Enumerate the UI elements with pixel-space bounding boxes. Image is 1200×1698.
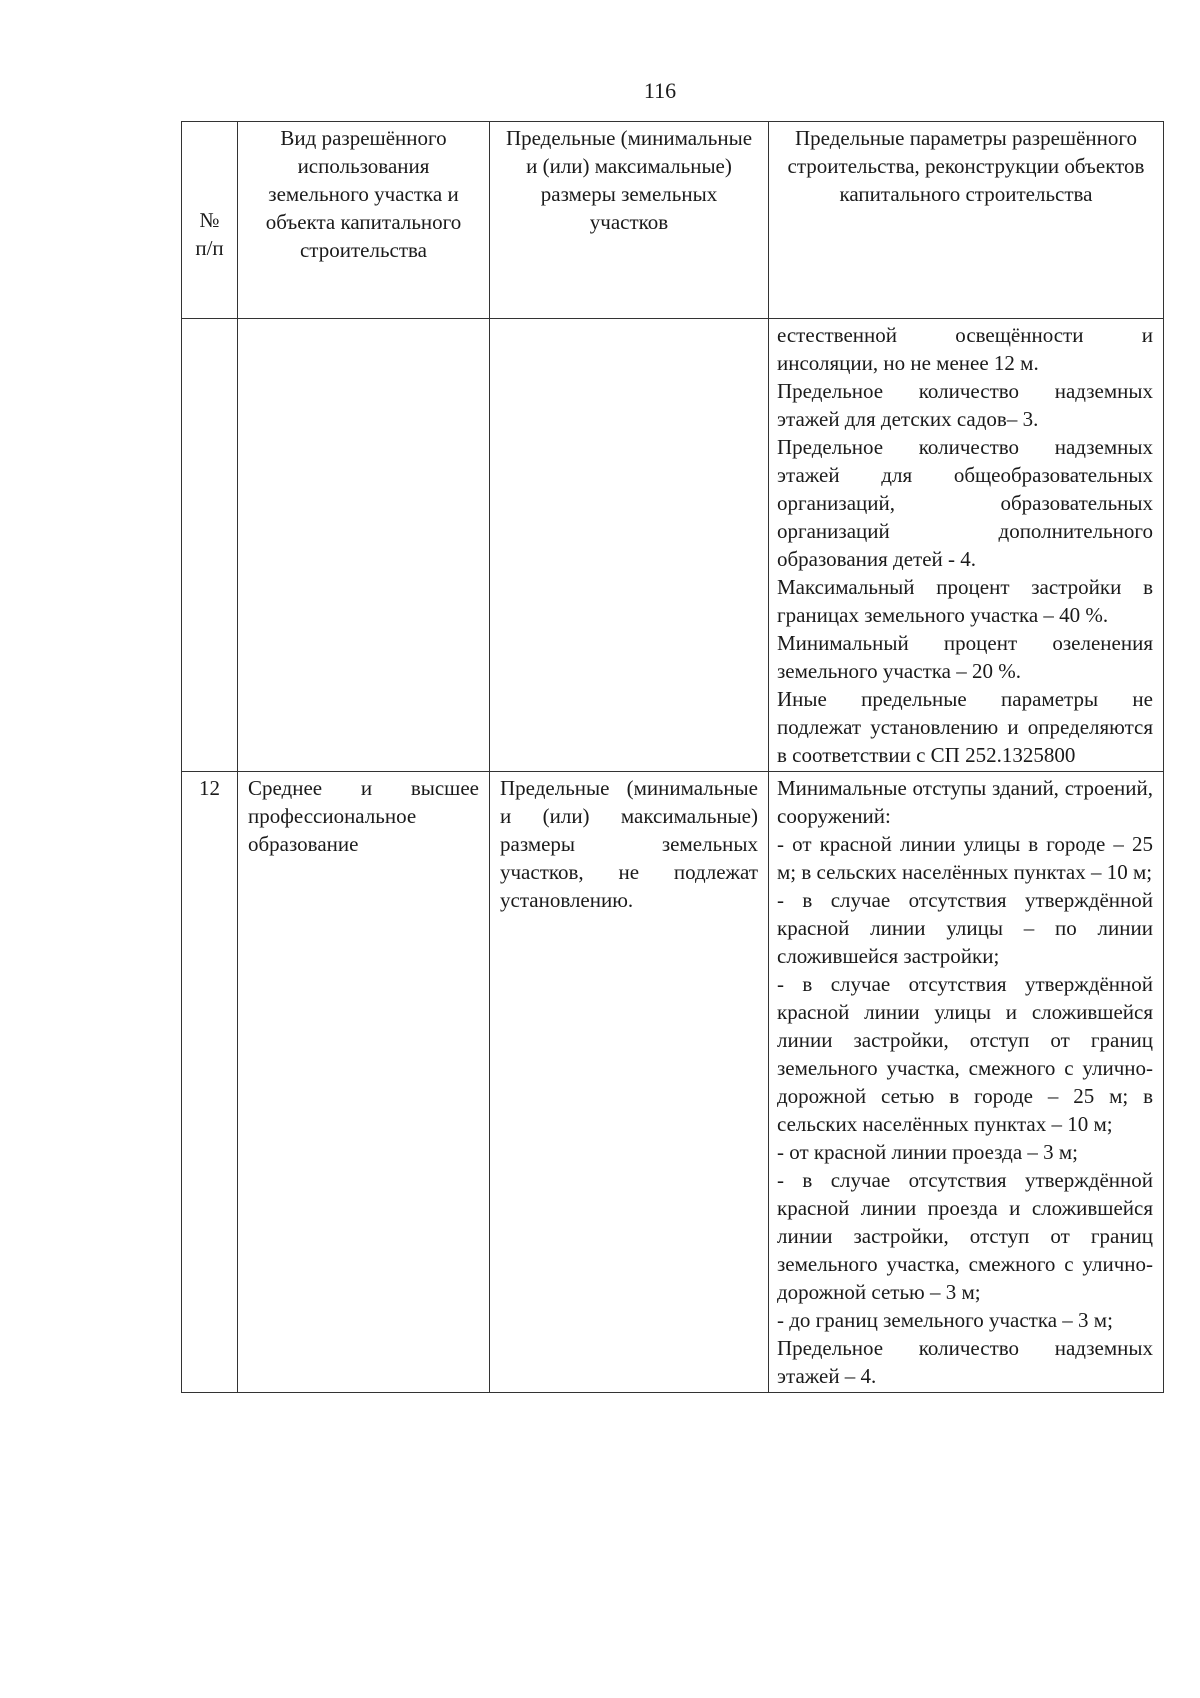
zoning-table [181, 121, 1164, 1393]
cell-params [769, 772, 1164, 1393]
cell-num: 12 [182, 772, 238, 1393]
param-line: Иные предельные параметры не подлежат установлению и определяются в соответствии с СП 252.1325800 [777, 687, 1153, 767]
param-line: - в случае отсутствия утверждённой красной линии улицы и сложившейся линии застройки, отступ от границ земельного участка, смежного с улично-дорожной сетью в городе – 25 м; в сельских населённых пунктах – 10 м; [777, 972, 1153, 1136]
param-line: Минимальные отступы зданий, строений, сооружений: [777, 776, 1153, 828]
param-line: Максимальный процент застройки в границах земельного участка – 40 %. [777, 575, 1153, 627]
cell-type: Среднее и высшее профессиональное образование [238, 772, 490, 1393]
cell-type [238, 319, 490, 772]
param-line: - от красной линии улицы в городе – 25 м; в сельских населённых пунктах – 10 м; [777, 832, 1153, 884]
param-line: - от красной линии проезда – 3 м; [777, 1140, 1079, 1164]
cell-num [182, 319, 238, 772]
header-params: Предельные параметры разрешённого строительства, реконструкции объектов капитального строительства [769, 122, 1164, 319]
cell-params [769, 319, 1164, 772]
cell-sizes [490, 319, 769, 772]
header-num: № п/п [182, 122, 238, 319]
param-line: - до границ земельного участка – 3 м; [777, 1308, 1113, 1332]
param-line: - в случае отсутствия утверждённой красной линии улицы – по линии сложившейся застройки; [777, 888, 1153, 968]
param-line: Предельное количество надземных этажей – 4. [777, 1336, 1153, 1388]
param-line: - в случае отсутствия утверждённой красной линии проезда и сложившейся линии застройки, отступ от границ земельного участка, смежного с улично-дорожной сетью – 3 м; [777, 1168, 1153, 1304]
param-line: Предельное количество надземных этажей для детских садов– 3. [777, 379, 1153, 431]
header-type: Вид разрешённого использования земельного участка и объекта капитального строительства [238, 122, 490, 319]
page-number: 116 [643, 78, 677, 103]
table-header-row [182, 122, 1164, 319]
table-row-continuation [182, 319, 1164, 772]
cell-sizes: Предельные (минимальные и (или) максимальные) размеры земельных участков, не подлежат установлению. [490, 772, 769, 1393]
table-row-12 [182, 772, 1164, 1393]
param-line: Минимальный процент озеленения земельного участка – 20 %. [777, 631, 1153, 683]
param-line: Предельное количество надземных этажей для общеобразовательных организаций, образовательных организаций дополнительного образования детей - 4. [777, 435, 1153, 571]
param-line: естественной освещённости и инсоляции, но не менее 12 м. [777, 323, 1153, 375]
header-sizes: Предельные (минимальные и (или) максимальные) размеры земельных участков [490, 122, 769, 319]
